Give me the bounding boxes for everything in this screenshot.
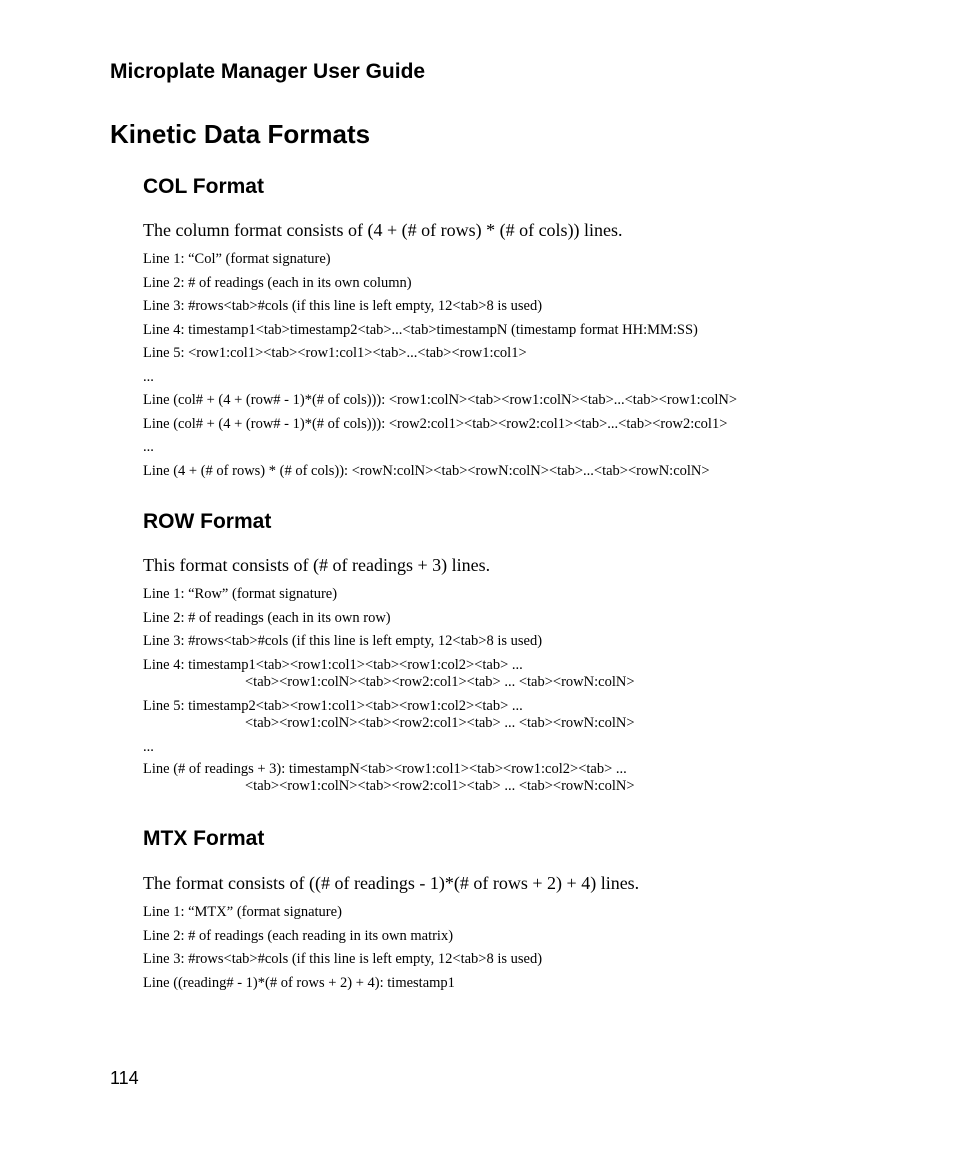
format-line-continuation: <tab><row1:colN><tab><row2:col1><tab> ... <tab><rowN:colN> xyxy=(245,673,635,690)
format-line: ... xyxy=(143,439,154,455)
format-line: Line 1: “Row” (format signature) xyxy=(143,586,338,602)
format-line: Line 1: “Col” (format signature) xyxy=(143,251,331,267)
format-line: Line 3: #rows<tab>#cols (if this line is left empty, 12<tab>8 is used) xyxy=(143,298,543,314)
section-title: MTX Format xyxy=(143,827,265,850)
running-header: Microplate Manager User Guide xyxy=(110,60,426,83)
format-line: Line 5: timestamp2<tab><row1:col1><tab><row1:col2><tab> ... xyxy=(143,697,523,714)
format-line: Line (col# + (4 + (row# - 1)*(# of cols))): <row1:colN><tab><row1:colN><tab>...<tab><row1:colN> xyxy=(143,392,738,408)
format-line: Line 5: <row1:col1><tab><row1:col1><tab>...<tab><row1:col1> xyxy=(143,345,527,361)
section-intro: This format consists of (# of readings + 3) lines. xyxy=(143,555,491,575)
col-format-section xyxy=(143,174,903,480)
format-line-continuation: <tab><row1:colN><tab><row2:col1><tab> ... <tab><rowN:colN> xyxy=(245,777,635,794)
format-line: Line 2: # of readings (each reading in its own matrix) xyxy=(143,927,454,944)
format-line: ... xyxy=(143,738,154,755)
mtx-format-section xyxy=(143,826,903,992)
format-line: Line 4: timestamp1<tab><row1:col1><tab><row1:col2><tab> ... xyxy=(143,656,523,673)
format-line: Line 4: timestamp1<tab>timestamp2<tab>...<tab>timestampN (timestamp format HH:MM:SS) xyxy=(143,321,698,338)
format-line: Line (4 + (# of rows) * (# of cols)): <rowN:colN><tab><rowN:colN><tab>...<tab><rowN:colN> xyxy=(143,462,710,479)
page-number: 114 xyxy=(110,1068,139,1088)
format-line: Line ((reading# - 1)*(# of rows + 2) + 4): timestamp1 xyxy=(143,974,455,991)
format-line: Line (# of readings + 3): timestampN<tab><row1:col1><tab><row1:col2><tab> ... xyxy=(143,760,627,777)
format-line: Line (col# + (4 + (row# - 1)*(# of cols))): <row2:col1><tab><row2:col1><tab>...<tab><row2:col1> xyxy=(143,415,728,432)
format-line: Line 1: “MTX” (format signature) xyxy=(143,904,342,920)
format-line: Line 3: #rows<tab>#cols (if this line is left empty, 12<tab>8 is used) xyxy=(143,633,543,649)
format-line: Line 2: # of readings (each in its own row) xyxy=(143,609,391,626)
format-line: Line 2: # of readings (each in its own column) xyxy=(143,274,412,291)
section-title: COL Format xyxy=(143,175,264,198)
chapter-title: Kinetic Data Formats xyxy=(110,119,371,149)
section-intro: The format consists of ((# of readings - 1)*(# of rows + 2) + 4) lines. xyxy=(143,873,640,893)
section-intro: The column format consists of (4 + (# of rows) * (# of cols)) lines. xyxy=(143,220,623,240)
section-title: ROW Format xyxy=(143,510,272,533)
format-line-continuation: <tab><row1:colN><tab><row2:col1><tab> ... <tab><rowN:colN> xyxy=(245,714,635,731)
row-format-section xyxy=(143,509,903,795)
format-line: Line 3: #rows<tab>#cols (if this line is left empty, 12<tab>8 is used) xyxy=(143,951,543,967)
format-line: ... xyxy=(143,368,154,385)
